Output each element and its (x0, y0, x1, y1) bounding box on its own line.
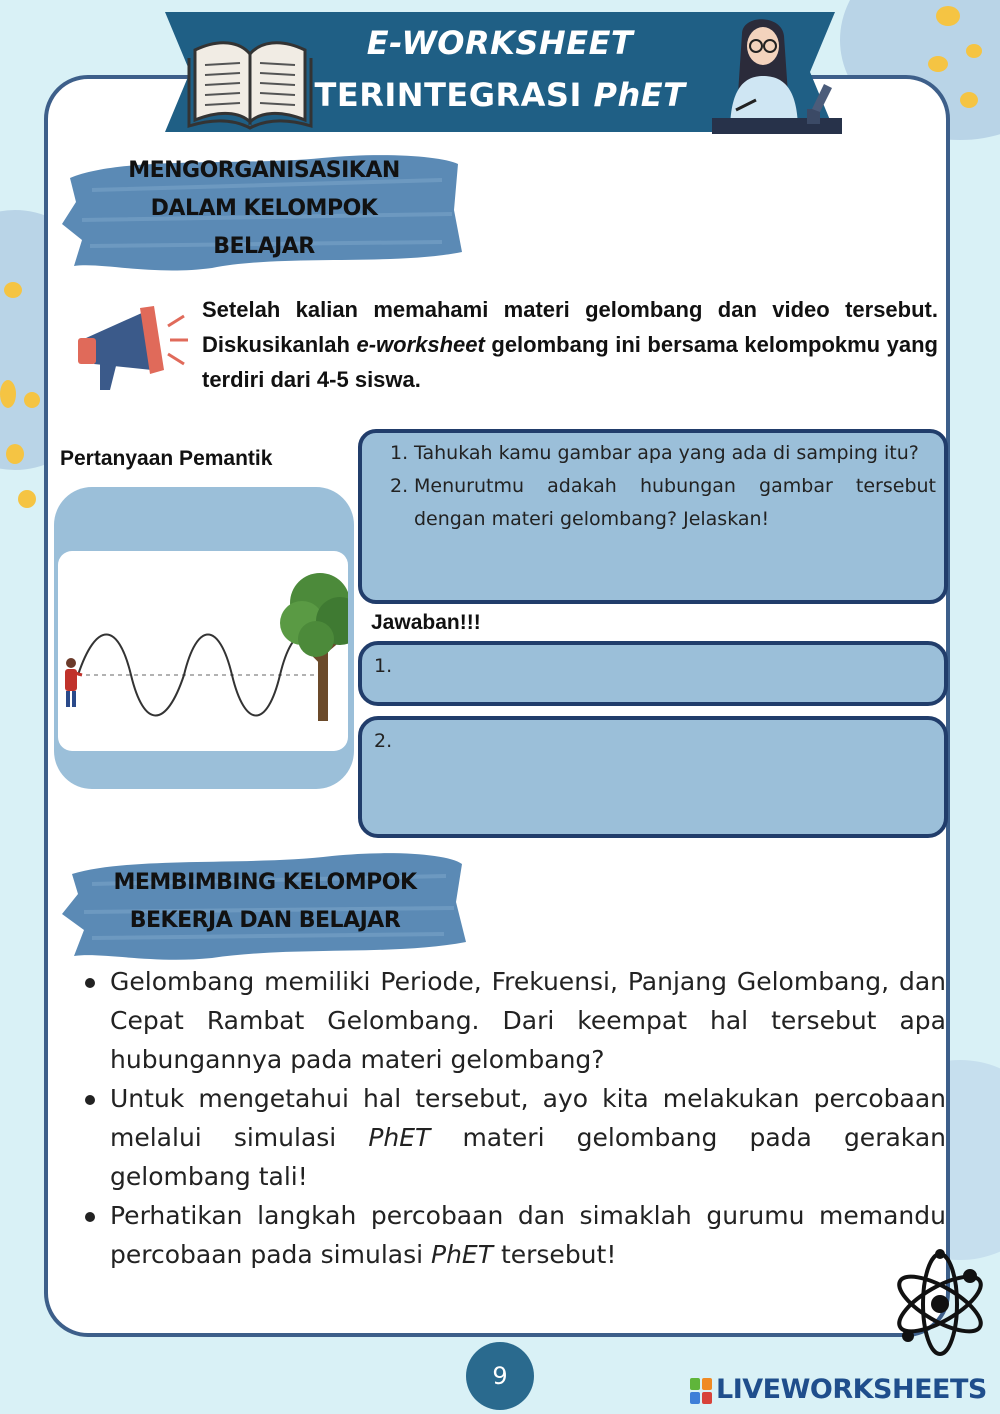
answer-label: Jawaban!!! (371, 611, 481, 634)
intro-text-part: gelombang ini bersama kelompokmu yang terdiri dari 4-5 siswa. (202, 332, 938, 392)
answer-box-1[interactable] (358, 641, 948, 706)
intro-text-em: e-worksheet (356, 332, 485, 357)
section2-title (70, 864, 460, 940)
liveworksheets-logo-icon (690, 1378, 712, 1404)
question-number: 1. (390, 442, 409, 464)
decor-dot (936, 6, 960, 26)
liveworksheets-brand[interactable] (690, 1374, 987, 1405)
question-box (358, 429, 948, 604)
bullet-text: Perhatikan langkah percobaan dan simaklah gurumu memandu percobaan pada simulasi (110, 1201, 946, 1269)
question-text: Tahukah kamu gambar apa yang ada di samping itu? (414, 442, 919, 464)
bullet-item (80, 962, 946, 1079)
decor-dot (0, 380, 16, 408)
section1-title-line: BELAJAR (213, 234, 315, 259)
wave-image (58, 551, 348, 751)
header-title-line2 (0, 76, 1000, 114)
bullet-text: Gelombang memiliki Periode, Frekuensi, Panjang Gelombang, dan Cepat Rambat Gelombang. Dari keempat hal tersebut apa hubungannya pada materi gelombang? (110, 967, 946, 1074)
wave-image-frame (54, 487, 354, 789)
page-number-badge: 9 (466, 1342, 534, 1410)
header-title-prefix: TERINTEGRASI (314, 76, 594, 114)
question-number: 2. (390, 475, 409, 497)
question-item (392, 470, 936, 536)
header-title-phet: PhET (593, 76, 686, 114)
bullet-item (80, 1079, 946, 1196)
atom-icon (888, 1240, 992, 1364)
header-title-line1: E-WORKSHEET (366, 24, 634, 62)
intro-text-part: Setelah kalian memahami materi gelombang dan video tersebut. Diskusikanlah (202, 297, 938, 357)
question-item (392, 437, 936, 470)
brand-text: LIVEWORKSHEETS (716, 1374, 987, 1405)
bullet-item (80, 1196, 946, 1274)
question-text: Menurutmu adakah hubungan gambar tersebut dengan materi gelombang? Jelaskan! (414, 475, 936, 530)
bullet-text-em: PhET (368, 1123, 431, 1152)
bullet-text-em: PhET (431, 1240, 493, 1269)
answer-box-2[interactable] (358, 716, 948, 838)
rope-wave-illustration (58, 551, 348, 751)
bullet-text: Untuk mengetahui hal tersebut, ayo kita melakukan percobaan melalui simulasi (110, 1084, 946, 1152)
decor-dot (6, 444, 24, 464)
section1-title (82, 152, 446, 266)
section1-title-line: MENGORGANISASIKAN (128, 158, 400, 183)
bullet-text: tersebut! (493, 1240, 617, 1269)
answer-input-1[interactable] (398, 651, 930, 687)
section2-title-line: MEMBIMBING KELOMPOK (113, 870, 417, 895)
section1-title-line: DALAM KELOMPOK (150, 196, 378, 221)
person-figure (65, 658, 82, 707)
decor-dot (4, 282, 22, 298)
decor-dot (18, 490, 36, 508)
question-list (392, 437, 936, 536)
intro-text (202, 292, 938, 397)
megaphone-icon (74, 298, 190, 394)
answer-input-2[interactable] (398, 726, 930, 762)
answer-number: 1. (374, 655, 393, 677)
pemantik-label: Pertanyaan Pemantik (60, 447, 273, 470)
decor-dot (24, 392, 40, 408)
section2-title-line: BEKERJA DAN BELAJAR (129, 908, 401, 933)
bullet-text: materi gelombang pada gerakan gelombang tali! (110, 1123, 946, 1191)
answer-number: 2. (374, 730, 393, 752)
bullet-list (80, 962, 946, 1274)
